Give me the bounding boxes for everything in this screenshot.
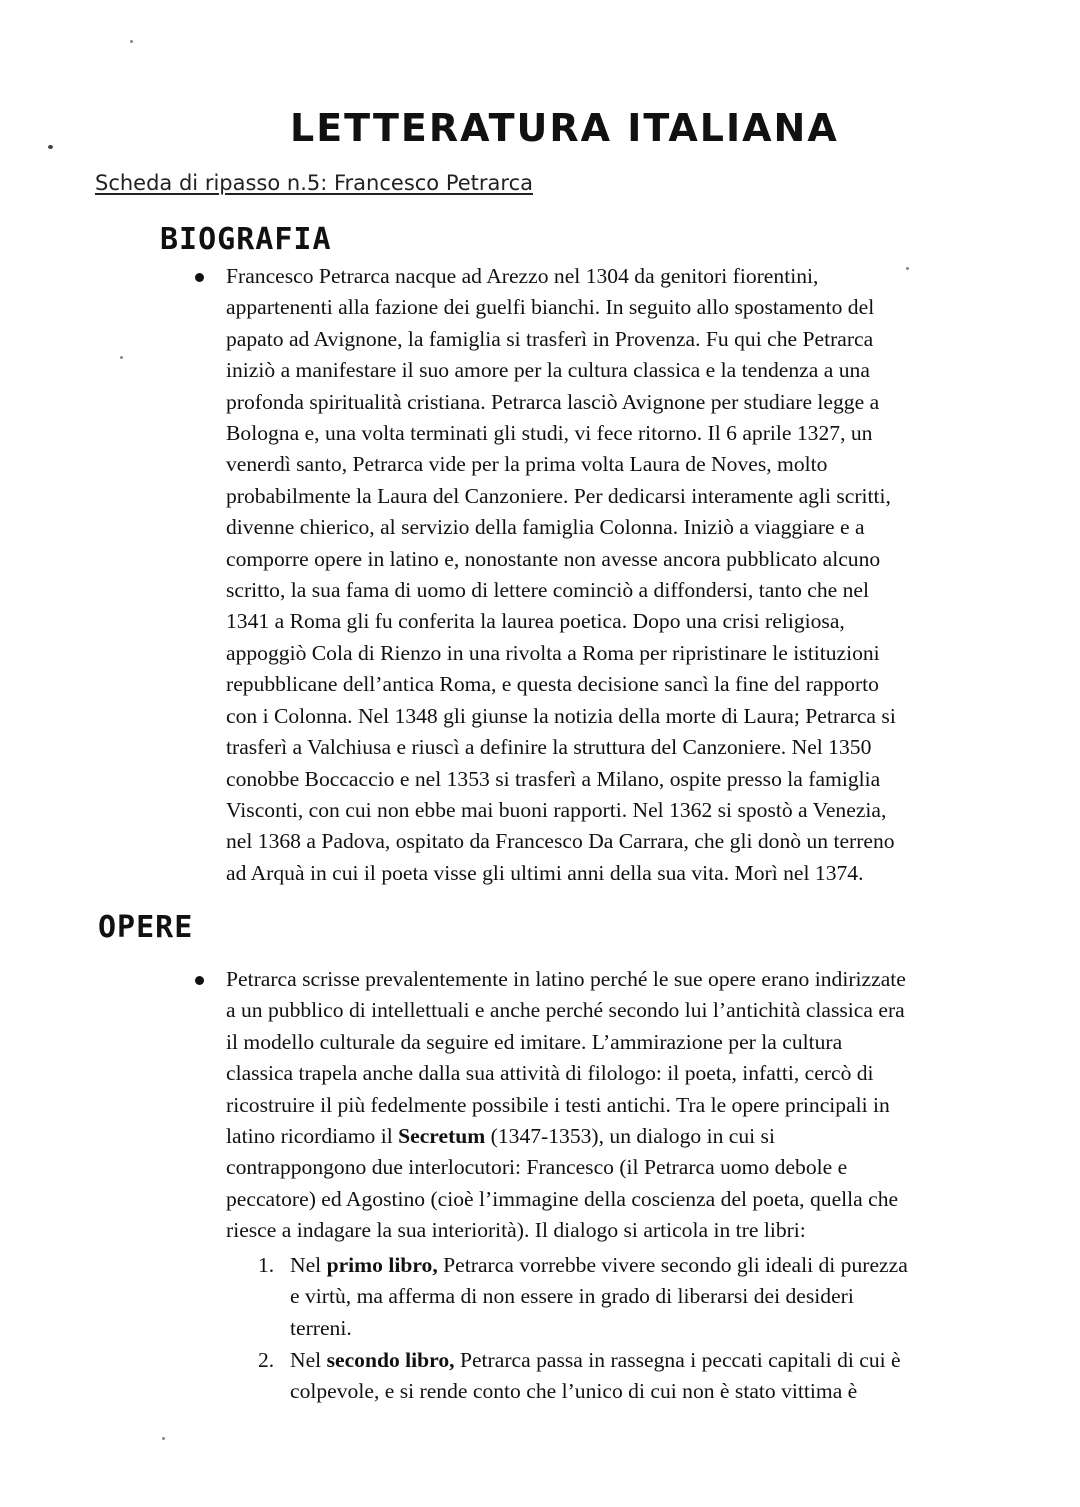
bold-term: secondo libro, [326,1348,455,1372]
text-line: riesce a indagare la sua interiorità). Il dialogo si articola in tre libri: [226,1218,806,1243]
text-line: probabilmente la Laura del Canzoniere. Per dedicarsi interamente agli scritti, [226,483,891,508]
text-line: il modello culturale da seguire ed imitare. L’ammirazione per la cultura [226,1029,843,1054]
text-line: a un pubblico di intellettuali e anche perché secondo lui l’antichità classica era [226,998,905,1023]
text-line: e virtù, ma afferma di non essere in grado di liberarsi dei desideri [290,1284,854,1309]
bold-term: primo libro, [326,1253,438,1277]
text-run: Petrarca passa in rassegna i peccati capitali di cui è [454,1348,901,1372]
text-line [290,1250,990,1281]
item-body [290,1345,990,1408]
section-heading-opere: OPERE [98,910,194,945]
text-line: classica trapela anche dalla sua attività di filologo: il poeta, infatti, cercò di [226,1061,874,1086]
bullet-icon [195,976,204,985]
text-line: colpevole, e si rende conto che l’unico di cui non è stato vittima è [290,1379,858,1404]
item-body [290,1250,990,1344]
text-line: contrappongono due interlocutori: Francesco (il Petrarca uomo debole e [226,1155,848,1180]
text-line: 1341 a Roma gli fu conferita la laurea poetica. Dopo una crisi religiosa, [226,609,845,634]
text-line [290,1345,990,1376]
text-line: Francesco Petrarca nacque ad Arezzo nel 1304 da genitori fiorentini, [226,264,819,288]
biografia-paragraph [226,261,976,889]
item-number: 2. [258,1348,275,1372]
text-line: profonda spiritualità cristiana. Petrarca lasciò Avignone per studiare legge a [226,389,880,414]
text-line: comporre opere in latino e, nonostante non avesse ancora pubblicato alcuno [226,546,881,571]
text-run: Petrarca vorrebbe vivere secondo gli ideali di purezza [437,1253,908,1277]
text-line: nel 1368 a Padova, ospitato da Francesco Da Carrara, che gli donò un terreno [226,829,895,854]
work-title-secretum: Secretum [398,1124,486,1149]
text-run: latino ricordiamo il [226,1124,399,1149]
text-line: venerdì santo, Petrarca vide per la prima volta Laura de Noves, molto [226,452,828,477]
text-line: repubblicane dell’antica Roma, e questa decisione sancì la fine del rapporto [226,672,879,697]
item-number: 1. [258,1253,275,1277]
text-line: iniziò a manifestare il suo amore per la cultura classica e la tendenza a una [226,358,870,383]
text-line: ad Arquà in cui il poeta visse gli ultimi anni della sua vita. Morì nel 1374. [226,860,864,885]
opere-paragraph [226,964,988,1247]
scan-speck [120,356,123,359]
text-line: terreni. [290,1315,352,1340]
text-line: peccatore) ed Agostino (cioè l’immagine della coscienza del poeta, quella che [226,1186,899,1211]
text-line [226,1121,988,1152]
page-subtitle: Scheda di ripasso n.5: Francesco Petrarca [95,171,533,195]
text-run: Nel [290,1253,327,1277]
text-line: scritto, la sua fama di uomo di lettere cominciò a diffondersi, tanto che nel [226,578,870,603]
text-line: conobbe Boccaccio e nel 1353 si trasferì a Milano, ospite presso la famiglia [226,766,881,791]
bullet-icon [195,273,204,282]
text-line: appoggiò Cola di Rienzo in una rivolta a Roma per ripristinare le istituzioni [226,640,880,665]
text-line: con i Colonna. Nel 1348 gli giunse la notizia della morte di Laura; Petrarca si [226,703,896,728]
text-run: Nel [290,1348,327,1372]
text-line: appartenenti alla fazione dei guelfi bianchi. In seguito allo spostamento del [226,295,875,320]
text-line: trasferì a Valchiusa e riuscì a definire la struttura del Canzoniere. Nel 1350 [226,735,872,760]
text-run: (1347-1353), un dialogo in cui si [485,1124,775,1149]
text-line: divenne chierico, al servizio della famiglia Colonna. Iniziò a viaggiare e a [226,515,865,540]
text-line: ricostruire il più fedelmente possibile i testi antichi. Tra le opere principali in [226,1092,890,1117]
text-line: papato ad Avignone, la famiglia si trasferì in Provenza. Fu qui che Petrarca [226,326,874,351]
scan-speck [130,40,133,43]
text-line: Visconti, con cui non ebbe mai buoni rapporti. Nel 1362 si spostò a Venezia, [226,797,887,822]
page-title: LETTERATURA ITALIANA [290,106,839,150]
section-heading-biografia: BIOGRAFIA [160,222,332,257]
text-line: Petrarca scrisse prevalentemente in latino perché le sue opere erano indirizzate [226,967,906,991]
scan-speck [162,1437,165,1440]
scan-speck [48,145,53,149]
text-line: Bologna e, una volta terminati gli studi, vi fece ritorno. Il 6 aprile 1327, un [226,421,873,446]
